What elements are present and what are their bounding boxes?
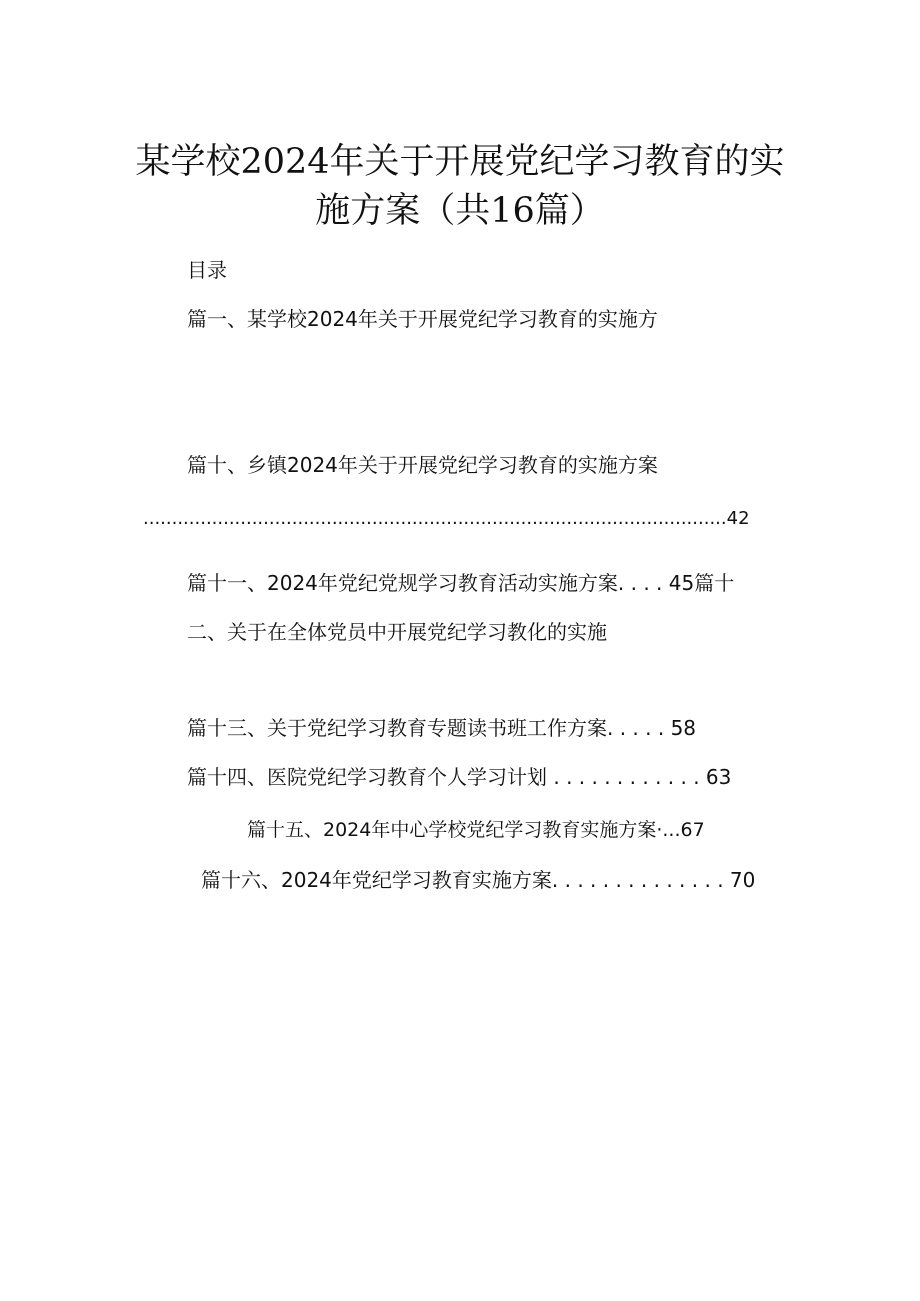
toc-entry-16: 篇十六、2024年党纪学习教育实施方案. . . . . . . . . . . . . . 70 xyxy=(201,868,756,892)
toc-entry-1: 篇一、某学校2024年关于开展党纪学习教育的实施方 xyxy=(187,307,658,331)
toc-entry-13: 篇十三、关于党纪学习教育专题读书班工作方案. . . . . 58 xyxy=(187,716,697,740)
toc-entry-15: 篇十五、2024年中心学校党纪学习教育实施方案·...67 xyxy=(247,819,705,841)
toc-heading: 目录 xyxy=(187,258,227,282)
toc-entry-10: 篇十、乡镇2024年关于开展党纪学习教育的实施方案 xyxy=(187,453,658,477)
toc-entry-14: 篇十四、医院党纪学习教育个人学习计划 . . . . . . . . . . . . 63 xyxy=(187,765,732,789)
toc-entry-11: 篇十一、2024年党纪党规学习教育活动实施方案. . . . 45篇十 xyxy=(187,571,735,595)
toc-entry-10-leader: ......................................................................................................42 xyxy=(143,508,750,529)
document-title-line-1: 某学校2024年关于开展党纪学习教育的实 xyxy=(135,142,785,182)
toc-entry-12: 二、关于在全体党员中开展党纪学习教化的实施 xyxy=(187,620,607,644)
document-title-line-2: 施方案（共16篇） xyxy=(315,191,605,231)
